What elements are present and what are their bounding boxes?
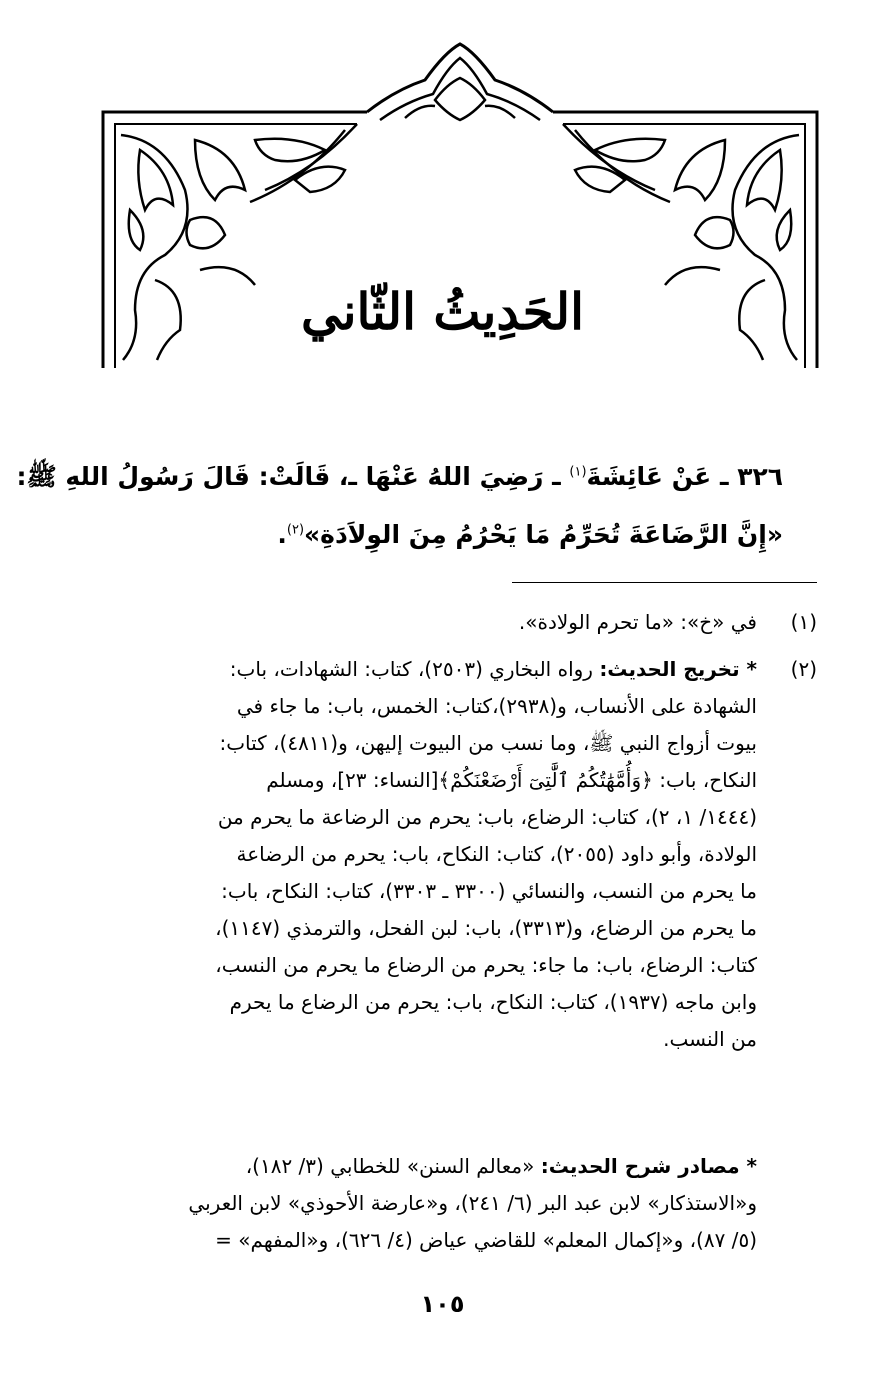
sources-line: * مصادر شرح الحديث: «معالم السنن» للخطابي (٣/ ١٨٢)، [245,1154,757,1178]
footnote-line: الولادة، وأبو داود (٢٠٥٥)، كتاب: النكاح، باب: يحرم من الرضاعة [236,842,757,866]
takhrij-heading: * تخريج الحديث: [599,657,757,681]
footnote-line: الشهادة على الأنساب، و(٢٩٣٨)،كتاب: الخمس، باب: ما جاء في [236,694,757,718]
footnote-number: (١) [790,610,817,634]
footnote-divider [512,582,817,583]
footnote-ref-1[interactable]: (١) [569,464,587,480]
footnote-line: النكاح، باب: ﴿وَأُمَّهَٰتُكُمُ ٱلَّٰتِىٓ أَرْضَعْنَكُمْ﴾[النساء: ٢٣]، ومسلم [266,768,757,792]
hadith-end-mark: . [277,520,287,549]
hadith-text [16,448,783,564]
footnote-line: من النسب. [663,1027,757,1051]
hadith-matn: «إِنَّ الرَّضَاعَةَ تُحَرِّمُ مَا يَحْرُمُ مِنَ الوِلاَدَةِ» [304,520,783,549]
footnote-number: (٢) [790,657,817,681]
page-number: ١٠٥ [420,1290,465,1318]
footnote-ref-2[interactable]: (٢) [286,522,305,538]
sources-heading: * مصادر شرح الحديث: [540,1154,757,1178]
sources-block [107,1148,817,1259]
footnote-text: في «خ»: «ما تحرم الولادة». [518,610,757,634]
footnote-line: وابن ماجه (١٩٣٧)، كتاب: النكاح، باب: يحرم من الرضاع ما يحرم [229,990,757,1014]
footnote-line: * تخريج الحديث: رواه البخاري (٢٥٠٣)، كتاب: الشهادات، باب: [229,657,757,681]
sources-line: (٥/ ٨٧)، و«إكمال المعلم» للقاضي عياض (٤/ ٦٢٦)، و«المفهم» = [215,1228,757,1252]
footnote-line: (١٤٤٤/ ١، ٢)، كتاب: الرضاع، باب: يحرم من الرضاعة ما يحرم من [217,805,757,829]
footnote-1 [107,604,817,641]
footnote-line: كتاب: الرضاع، باب: ما جاء: يحرم من الرضاع ما يحرم من النسب، [215,953,757,977]
footnote-line: بيوت أزواج النبي ﷺ، وما نسب من البيوت إليهن، و(٤٨١١)، كتاب: [219,731,757,755]
sources-line: و«الاستذكار» لابن عبد البر (٦/ ٢٤١)، و«عارضة الأحوذي» لابن العربي [188,1191,757,1215]
footnote-line: ما يحرم من النسب، والنسائي (٣٣٠٠ ـ ٣٣٠٣)، كتاب: النكاح، باب: [221,879,757,903]
hadith-line-1 [16,448,783,506]
footnote-line: ما يحرم من الرضاع، و(٣٣١٣)، باب: لبن الفحل، والترمذي (١١٤٧)، [215,916,757,940]
hadith-line-2 [105,506,783,564]
chapter-title: الحَدِيثُ الثّاني [300,282,585,341]
hadith-narration-rest: ـ رَضِيَ اللهُ عَنْهَا ـ، قَالَتْ: قَالَ رَسُولُ اللهِ ﷺ: [16,462,561,491]
hadith-narration-start: ٣٢٦ ـ عَنْ عَائِشَةَ [586,462,783,491]
footnote-2 [107,651,817,1058]
